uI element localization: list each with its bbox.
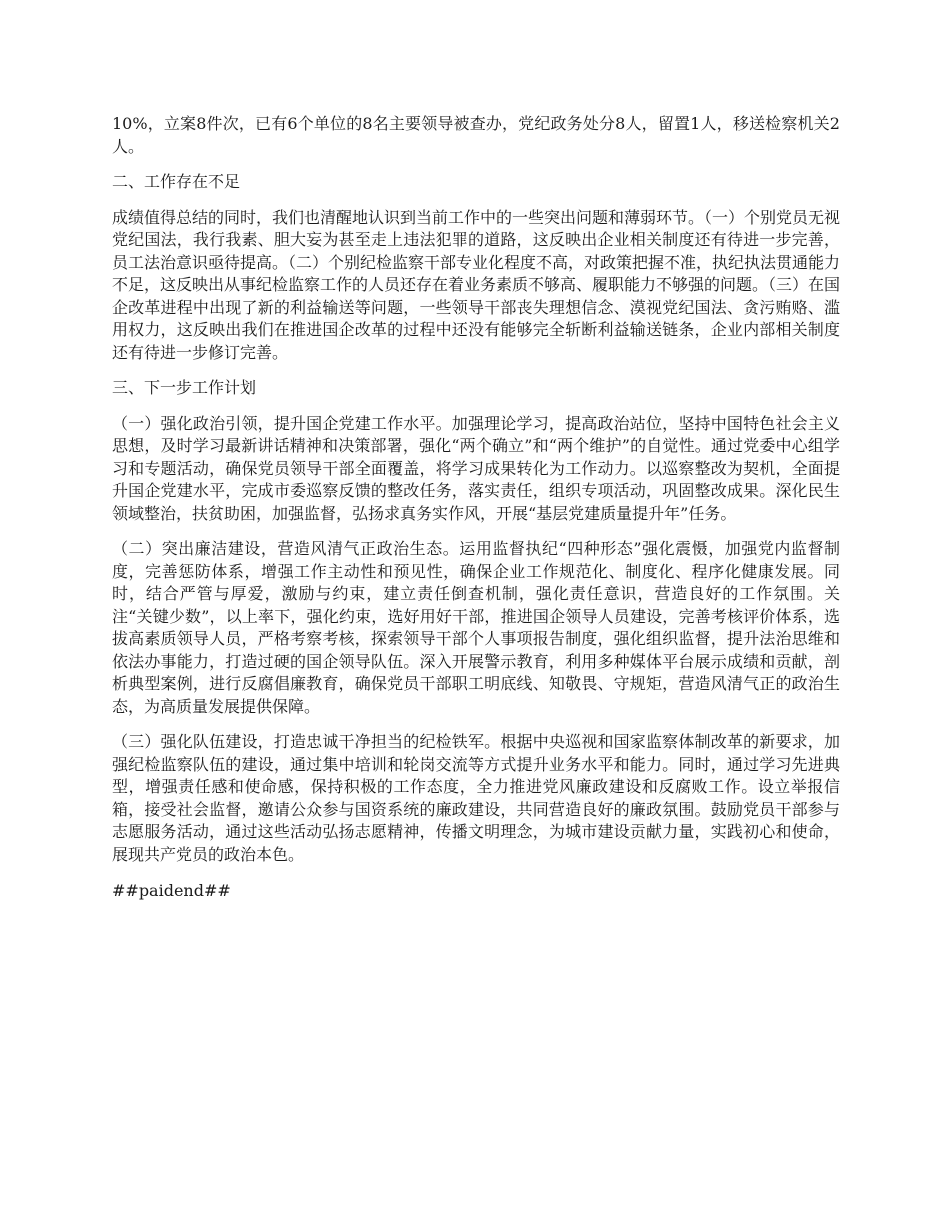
paragraph-plan-political: （一）强化政治引领，提升国企党建工作水平。加强理论学习，提高政治站位，坚持中国特色社会主义思想，及时学习最新讲话精神和决策部署，强化“两个确立”和“两个维护”的自觉性。通过党委中心组学习和专题活动，确保党员领导干部全面覆盖，将学习成果转化为工作动力。以巡察整改为契机，全面提升国企党建水平，完成市委巡察反馈的整改任务，落实责任，组织专项活动，巩固整改成果。深化民生领域整治，扶贫助困，加强监督，弘扬求真务实作风，开展“基层党建质量提升年”任务。 <box>112 413 840 523</box>
paragraph-plan-team: （三）强化队伍建设，打造忠诚干净担当的纪检铁军。根据中央巡视和国家监察体制改革的新要求，加强纪检监察队伍的建设，通过集中培训和轮岗交流等方式提升业务水平和能力。同时，通过学习先进典型，增强责任感和使命感，保持积极的工作态度，全力推进党风廉政建设和反腐败工作。设立举报信箱，接受社会监督，邀请公众参与国资系统的廉政建设，共同营造良好的廉政氛围。鼓励党员干部参与志愿服务活动，通过这些活动弘扬志愿精神，传播文明理念，为城市建设贡献力量，实践初心和使命，展现共产党员的政治本色。 <box>112 732 840 864</box>
section-heading-shortcomings: 二、工作存在不足 <box>112 172 241 191</box>
paid-end-marker: ##paidend## <box>112 881 231 900</box>
document-body <box>112 113 840 916</box>
section-heading-next-plan: 三、下一步工作计划 <box>112 378 257 397</box>
paragraph-shortcomings: 成绩值得总结的同时，我们也清醒地认识到当前工作中的一些突出问题和薄弱环节。（一）个别党员无视党纪国法，我行我素、胆大妄为甚至走上违法犯罪的道路，这反映出企业相关制度还有待进一步完善，员工法治意识亟待提高。（二）个别纪检监察干部专业化程度不高，对政策把握不准，执纪执法贯通能力不足，这反映出从事纪检监察工作的人员还存在着业务素质不够高、履职能力不够强的问题。（三）在国企改革进程中出现了新的利益输送等问题，一些领导干部丧失理想信念、漠视党纪国法、贪污贿赂、滥用权力，这反映出我们在推进国企改革的过程中还没有能够完全斩断利益输送链条，企业内部相关制度还有待进一步修订完善。 <box>112 207 841 362</box>
paragraph-statistics: 10%，立案8件次，已有6个单位的8名主要领导被查办，党纪政务处分8人，留置1人，移送检察机关2人。 <box>112 114 840 156</box>
paragraph-plan-integrity: （二）突出廉洁建设，营造风清气正政治生态。运用监督执纪“四种形态”强化震慑，加强党内监督制度，完善惩防体系，增强工作主动性和预见性，确保企业工作规范化、制度化、程序化健康发展。同时，结合严管与厚爱，激励与约束，建立责任倒查机制，强化责任意识，营造良好的工作氛围。关注“关键少数”，以上率下，强化约束，选好用好干部，推进国企领导人员建设，完善考核评价体系，选拔高素质领导人员，严格考察考核，探索领导干部个人事项报告制度，强化组织监督，提升法治思维和依法办事能力，打造过硬的国企领导队伍。深入开展警示教育，利用多种媒体平台展示成绩和贡献，剖析典型案例，进行反腐倡廉教育，确保党员干部职工明底线、知敬畏、守规矩，营造风清气正的政治生态，为高质量发展提供保障。 <box>112 539 840 716</box>
